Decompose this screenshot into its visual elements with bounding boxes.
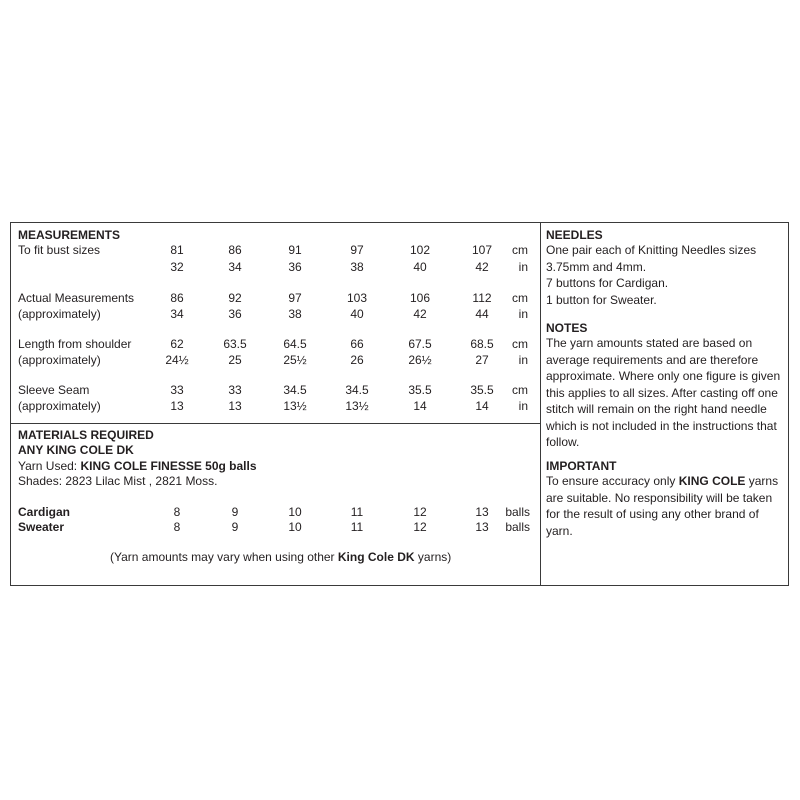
cardigan-unit: balls	[505, 505, 530, 519]
yarn-variation-note	[110, 549, 451, 565]
actual-approx-label: (approximately)	[18, 307, 101, 321]
sleeve-cm-4: 34.5	[345, 383, 369, 397]
notes-line: follow.	[546, 435, 580, 449]
length-cm-4: 66	[350, 337, 364, 351]
bust-cm-5: 102	[409, 243, 431, 257]
sleeve-in-2: 13	[228, 399, 242, 413]
yarn-name: KING COLE FINESSE 50g balls	[80, 459, 257, 473]
yarn-used-line	[18, 458, 257, 474]
sweater-balls-2: 9	[231, 520, 239, 534]
sleeve-cm-6: 35.5	[470, 383, 494, 397]
length-in-2: 25	[228, 353, 242, 367]
notes-text	[546, 335, 780, 451]
note-suffix: yarns)	[414, 550, 452, 564]
bust-in-2: 34	[228, 260, 242, 274]
notes-line: this applies to all sizes. After casting off one	[546, 385, 778, 400]
bust-cm-1: 81	[170, 243, 184, 257]
length-in-1: 24½	[165, 353, 189, 367]
notes-line: The yarn amounts stated are based on	[546, 336, 753, 350]
actual-in-1: 34	[170, 307, 184, 321]
actual-measurements-label: Actual Measurements	[18, 291, 135, 305]
bust-cm-3: 91	[288, 243, 302, 257]
bust-unit-in: in	[518, 260, 528, 274]
sleeve-seam-label: Sleeve Seam	[18, 383, 90, 397]
bust-in-1: 32	[170, 260, 184, 274]
actual-cm-1: 86	[170, 291, 184, 305]
length-cm-2: 63.5	[223, 337, 247, 351]
yarn-used-prefix: Yarn Used:	[18, 459, 81, 473]
shades-line: Shades: 2823 Lilac Mist , 2821 Moss.	[18, 474, 218, 488]
notes-heading: NOTES	[546, 321, 588, 335]
length-cm-5: 67.5	[408, 337, 432, 351]
section-divider	[10, 423, 541, 424]
sweater-balls-1: 8	[173, 520, 181, 534]
sleeve-cm-1: 33	[170, 383, 184, 397]
bust-in-6: 42	[475, 260, 489, 274]
cardigan-balls-2: 9	[231, 505, 239, 519]
cardigan-balls-5: 12	[413, 505, 427, 519]
sleeve-cm-3: 34.5	[283, 383, 307, 397]
length-in-3: 25½	[283, 353, 307, 367]
sleeve-cm-2: 33	[228, 383, 242, 397]
bust-sizes-label: To fit bust sizes	[18, 243, 101, 257]
sleeve-unit-in: in	[518, 399, 528, 413]
bust-in-3: 36	[288, 260, 302, 274]
needles-text	[546, 242, 756, 308]
notes-line: which is not included in the instructions that	[546, 418, 777, 433]
needles-line: 3.75mm and 4mm.	[546, 259, 647, 274]
sweater-label: Sweater	[18, 520, 65, 534]
actual-cm-6: 112	[472, 291, 492, 305]
important-line	[546, 473, 778, 490]
sleeve-in-6: 14	[475, 399, 489, 413]
cardigan-balls-1: 8	[173, 505, 181, 519]
notes-line: stitch will remain on the right hand needle	[546, 402, 767, 416]
actual-in-3: 38	[288, 307, 302, 321]
sleeve-approx-label: (approximately)	[18, 399, 101, 413]
sleeve-in-4: 13½	[345, 399, 369, 413]
actual-in-4: 40	[350, 307, 364, 321]
cardigan-balls-4: 11	[350, 505, 364, 519]
actual-cm-2: 92	[228, 291, 242, 305]
important-brand: KING COLE	[678, 474, 746, 488]
needles-line: 1 button for Sweater.	[546, 292, 657, 307]
actual-in-6: 44	[475, 307, 489, 321]
actual-cm-3: 97	[288, 291, 302, 305]
length-cm-3: 64.5	[283, 337, 307, 351]
actual-unit-in: in	[518, 307, 528, 321]
actual-in-5: 42	[413, 307, 427, 321]
bust-unit-cm: cm	[512, 243, 528, 257]
length-in-5: 26½	[408, 353, 432, 367]
sweater-balls-3: 10	[288, 520, 302, 534]
length-approx-label: (approximately)	[18, 353, 101, 367]
length-label: Length from shoulder	[18, 337, 132, 351]
bust-cm-2: 86	[228, 243, 242, 257]
actual-unit-cm: cm	[512, 291, 528, 305]
notes-line: average requirements and are therefore	[546, 352, 759, 367]
length-in-4: 26	[350, 353, 364, 367]
bust-cm-6: 107	[471, 243, 493, 257]
sweater-balls-4: 11	[350, 520, 364, 534]
actual-in-2: 36	[228, 307, 242, 321]
length-unit-in: in	[518, 353, 528, 367]
needles-line: 7 buttons for Cardigan.	[546, 276, 669, 290]
note-brand: King Cole DK	[337, 550, 415, 564]
measurements-heading: MEASUREMENTS	[18, 228, 121, 242]
materials-subheading: ANY KING COLE DK	[18, 443, 134, 457]
important-suffix: yarns	[745, 474, 779, 488]
important-text	[546, 473, 778, 539]
actual-cm-5: 106	[409, 291, 431, 305]
bust-in-4: 38	[350, 260, 364, 274]
important-line: are suitable. No responsibility will be taken	[546, 490, 773, 505]
sleeve-in-1: 13	[170, 399, 184, 413]
length-unit-cm: cm	[512, 337, 528, 351]
sleeve-in-3: 13½	[283, 399, 307, 413]
important-line: yarn.	[546, 523, 573, 538]
important-heading: IMPORTANT	[546, 459, 617, 473]
materials-heading: MATERIALS REQUIRED	[18, 428, 154, 442]
important-line: for the result of using any other brand of	[546, 507, 759, 521]
needles-heading: NEEDLES	[546, 228, 603, 242]
notes-line: approximate. Where only one figure is given	[546, 369, 781, 383]
length-in-6: 27	[475, 353, 489, 367]
length-cm-6: 68.5	[470, 337, 494, 351]
cardigan-label: Cardigan	[18, 505, 71, 519]
cardigan-balls-3: 10	[288, 505, 302, 519]
sleeve-cm-5: 35.5	[408, 383, 432, 397]
sweater-balls-6: 13	[475, 520, 489, 534]
sweater-balls-5: 12	[413, 520, 427, 534]
needles-line: One pair each of Knitting Needles sizes	[546, 243, 757, 257]
bust-in-5: 40	[413, 260, 427, 274]
note-prefix: (Yarn amounts may vary when using other	[110, 550, 338, 564]
bust-cm-4: 97	[350, 243, 364, 257]
cardigan-balls-6: 13	[475, 505, 489, 519]
column-divider	[540, 222, 541, 586]
sleeve-unit-cm: cm	[512, 383, 528, 397]
sweater-unit: balls	[505, 520, 530, 534]
length-cm-1: 62	[170, 337, 184, 351]
actual-cm-4: 103	[346, 291, 368, 305]
sleeve-in-5: 14	[413, 399, 427, 413]
important-prefix: To ensure accuracy only	[546, 474, 679, 488]
